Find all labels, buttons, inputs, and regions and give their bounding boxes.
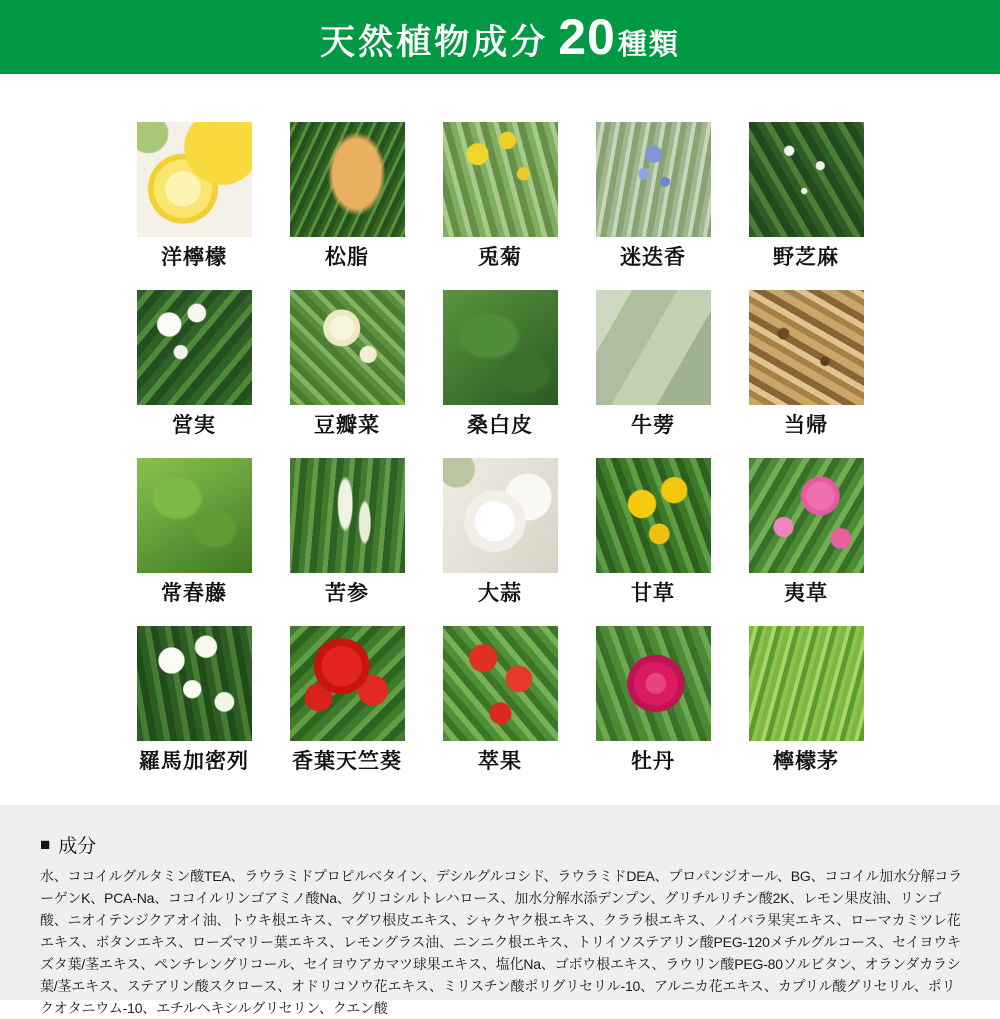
plant-grid [137, 122, 864, 774]
plant-label: 牡丹 [631, 750, 675, 773]
plant-label: 苦参 [325, 582, 369, 605]
plant-item [443, 626, 558, 774]
plant-photo-pine-resin [290, 122, 405, 237]
plant-label: 営実 [172, 414, 216, 437]
plant-photo-rosemary [596, 122, 711, 237]
plant-item [749, 122, 864, 270]
header-title-suffix: 種類 [617, 29, 680, 61]
plant-item [596, 290, 711, 438]
plant-item [443, 122, 558, 270]
plant-photo-chamomile [137, 626, 252, 741]
plant-label: 大蒜 [478, 582, 522, 605]
plant-item [290, 626, 405, 774]
plant-item [749, 626, 864, 774]
plant-item [596, 626, 711, 774]
plant-photo-peony [596, 626, 711, 741]
plant-label: 松脂 [325, 246, 369, 269]
plant-item [596, 122, 711, 270]
plant-photo-watercress [290, 290, 405, 405]
plant-label: 当帰 [784, 414, 828, 437]
plant-item [749, 458, 864, 606]
plant-label: 豆瓣菜 [314, 414, 380, 437]
plant-photo-lemongrass [749, 626, 864, 741]
plant-label: 洋檸檬 [161, 246, 227, 269]
plant-item [290, 122, 405, 270]
plant-label: 檸檬茅 [773, 750, 839, 773]
header-title-main: 天然植物成分 [320, 23, 549, 62]
plant-label: 牛蒡 [631, 414, 675, 437]
plant-label: 常春藤 [161, 582, 227, 605]
plant-label: 羅馬加密列 [139, 750, 249, 773]
plant-photo-yellow-daisy [443, 122, 558, 237]
plant-label: 野芝麻 [773, 246, 839, 269]
plant-item [137, 122, 252, 270]
plant-photo-pink-flowers [749, 458, 864, 573]
ingredients-section [0, 805, 1000, 1016]
plant-item [443, 290, 558, 438]
section-bullet-icon: ■ [40, 835, 51, 854]
plant-label: 夷草 [784, 582, 828, 605]
plant-item [290, 290, 405, 438]
plant-photo-lemon [137, 122, 252, 237]
plant-photo-dead-nettle [749, 122, 864, 237]
header-title [320, 8, 680, 66]
plant-grid-section [0, 74, 1000, 805]
plant-label: 桑白皮 [467, 414, 533, 437]
plant-photo-burdock [596, 290, 711, 405]
plant-photo-angelica-root [749, 290, 864, 405]
plant-photo-mulberry [443, 290, 558, 405]
plant-item [137, 290, 252, 438]
ingredients-heading [40, 831, 962, 858]
plant-photo-ivy [137, 458, 252, 573]
plant-label: 萃果 [478, 750, 522, 773]
plant-item [596, 458, 711, 606]
plant-photo-multiflora-rose [137, 290, 252, 405]
header-title-count: 20 [558, 9, 616, 65]
plant-item [443, 458, 558, 606]
ingredients-text: 水、ココイルグルタミン酸TEA、ラウラミドプロピルベタイン、デシルグルコシド、ラウラミドDEA、プロパンジオール、BG、ココイル加水分解コラーゲンK、PCA-Na、ココイルリンゴアミノ酸Na、グリコシルトレハロース、加水分解水添デンプン、グリチルリチン酸2K、レモン果皮油、リンゴ酸、ニオイテンジクアオイ油、トウキ根エキス、マグワ根皮エキス、シャクヤク根エキス、クララ根エキス、ノイバラ果実エキス、ローマカミツレ花エキス、ボタンエキス、ローズマリー葉エキス、レモングラス油、ニンニク根エキス、トリイソステアリン酸PEG-120メチルグルコース、セイヨウキズタ葉/茎エキス、ペンチレングリコール、セイヨウアカマツ球果エキス、塩化Na、ゴボウ根エキス、ラウリン酸PEG-80ソルビタン、オランダカラシ葉/茎エキス、ステアリン酸スクロース、オドリコソウ花エキス、ミリスチン酸ポリグリセリル-10、アルニカ花エキス、カプリル酸グリセリル、ポリクオタニウム-10、エチルヘキシルグリセリン、クエン酸 [40, 868, 962, 1016]
plant-photo-apple [443, 626, 558, 741]
header-bar [0, 0, 1000, 74]
plant-label: 兎菊 [478, 246, 522, 269]
ingredients-heading-label: 成分 [58, 836, 97, 857]
plant-label: 甘草 [631, 582, 675, 605]
plant-photo-geranium [290, 626, 405, 741]
plant-photo-sophora [290, 458, 405, 573]
plant-label: 迷迭香 [620, 246, 686, 269]
plant-item [290, 458, 405, 606]
plant-label: 香葉天竺葵 [292, 750, 402, 773]
plant-item [137, 626, 252, 774]
plant-photo-licorice [596, 458, 711, 573]
plant-item [749, 290, 864, 438]
plant-item [137, 458, 252, 606]
plant-photo-garlic [443, 458, 558, 573]
